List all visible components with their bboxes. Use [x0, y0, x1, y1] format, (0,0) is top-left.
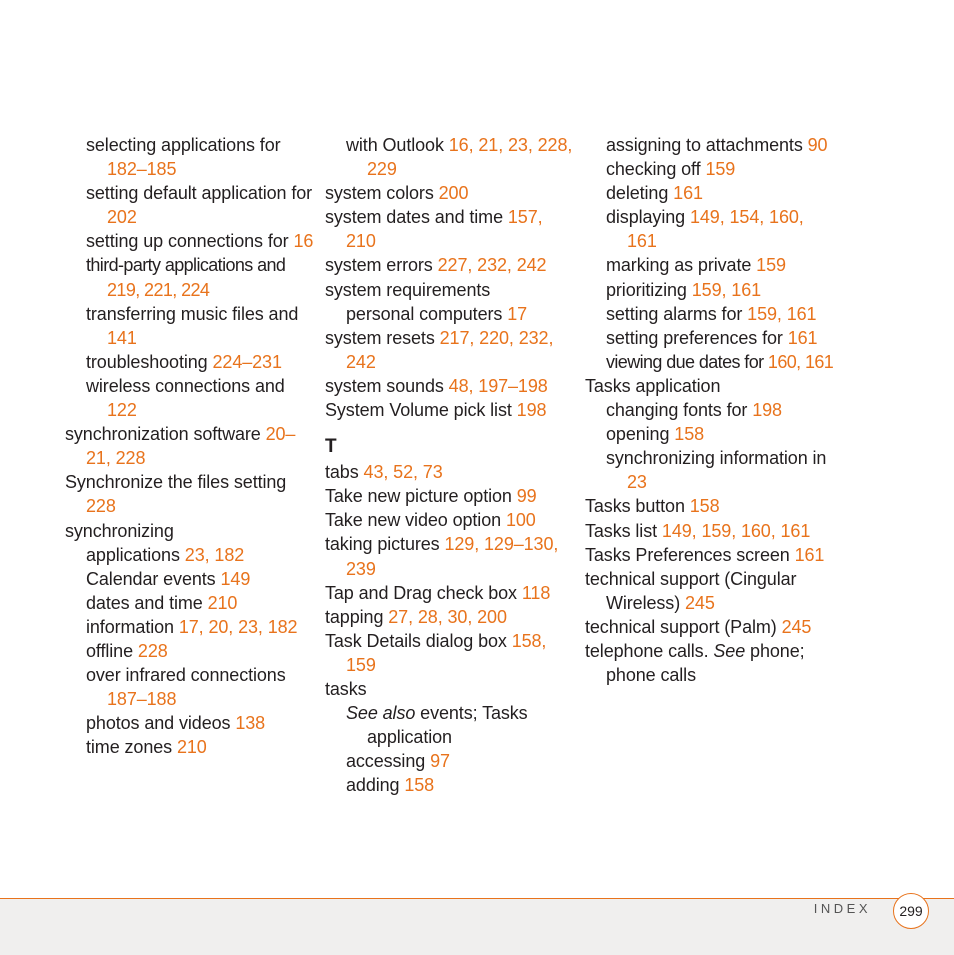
index-entry: Tap and Drag check box 118	[325, 582, 551, 603]
index-entry: viewing due dates for 160, 161	[606, 351, 834, 372]
index-entry: offline 228	[86, 640, 168, 661]
page-ref-link[interactable]: 160, 161	[767, 351, 834, 372]
page-ref-link[interactable]: 245	[781, 616, 812, 637]
index-entry: system colors 200	[325, 183, 469, 204]
index-entry: wireless connections and 122	[86, 375, 285, 421]
page-ref-link[interactable]: 16, 21, 23, 228, 229	[367, 135, 573, 180]
page-ref-link[interactable]: 43, 52, 73	[363, 462, 443, 483]
page-ref-link[interactable]: 99	[516, 486, 537, 507]
page-ref-link[interactable]: 224–231	[212, 351, 282, 372]
page-ref-link[interactable]: 159, 161	[747, 303, 817, 324]
page-ref-link[interactable]: 149, 154, 160, 161	[627, 207, 804, 252]
index-entry: applications 23, 182	[86, 544, 245, 565]
index-entry: system sounds 48, 197–198	[325, 375, 548, 396]
index-entry: checking off 159	[606, 159, 736, 180]
page-ref-link[interactable]: 161	[673, 183, 703, 204]
index-entry: System Volume pick list 198	[325, 400, 547, 421]
page-ref-link[interactable]: 118	[521, 582, 551, 603]
index-entry: synchronizing information in 23	[606, 448, 827, 493]
page-ref-link[interactable]: 182–185	[107, 159, 177, 180]
index-entry: opening 158	[606, 424, 705, 445]
page-ref-link[interactable]: 17, 20, 23, 182	[178, 616, 298, 637]
index-entry: setting default application for 202	[86, 183, 313, 228]
page-ref-link[interactable]: 159	[756, 255, 786, 276]
page-ref-link[interactable]: 158, 159	[346, 630, 547, 675]
index-entry: Calendar events 149	[86, 568, 251, 589]
page-ref-link[interactable]: 202	[107, 207, 137, 228]
index-entry: over infrared connections 187–188	[86, 665, 286, 710]
index-entry: Tasks application	[585, 375, 721, 396]
index-entry: technical support (Palm) 245	[585, 616, 812, 637]
index-entry: information 17, 20, 23, 182	[86, 616, 298, 637]
index-entry: Synchronize the files setting 228	[65, 472, 287, 517]
section-letter-heading: T	[325, 436, 337, 458]
page-ref-link[interactable]: 157, 210	[346, 207, 543, 252]
index-column-3	[585, 133, 835, 687]
index-entry: Task Details dialog box 158, 159	[325, 630, 547, 675]
index-entry: assigning to attachments 90	[606, 135, 828, 155]
page-ref-link[interactable]: 20–21, 228	[86, 424, 296, 469]
page-ref-link[interactable]: 17	[507, 303, 528, 324]
page-ref-link[interactable]: 158	[674, 424, 705, 445]
index-entry: marking as private 159	[606, 255, 786, 276]
page-ref-link[interactable]: 227, 232, 242	[437, 255, 547, 276]
index-entry: deleting 161	[606, 183, 703, 204]
index-entry: personal computers 17	[346, 303, 528, 324]
index-entry: time zones 210	[86, 737, 207, 758]
index-entry: displaying 149, 154, 160, 161	[606, 207, 804, 252]
index-entry: accessing 97	[346, 751, 450, 772]
page-ref-link[interactable]: 245	[685, 592, 715, 613]
section-label: INDEX	[813, 901, 871, 916]
index-entry: troubleshooting 224–231	[86, 351, 282, 372]
index-entry: setting alarms for 159, 161	[606, 303, 817, 324]
page-ref-link[interactable]: 23	[627, 472, 647, 493]
index-entry: Tasks button 158	[585, 496, 720, 517]
page-ref-link[interactable]: 200	[438, 183, 469, 204]
index-entry-see-also: See also events; Tasks application	[346, 703, 528, 748]
index-entry: system errors 227, 232, 242	[325, 255, 547, 276]
page-ref-link[interactable]: 138	[235, 713, 266, 734]
page-ref-link[interactable]: 210	[207, 592, 238, 613]
page-ref-link[interactable]: 16	[293, 231, 314, 252]
index-entry: changing fonts for 198	[606, 400, 782, 421]
index-entry: prioritizing 159, 161	[606, 279, 762, 300]
index-entry: photos and videos 138	[86, 713, 266, 734]
index-entry: adding 158	[346, 775, 435, 796]
page-footer-bar	[0, 898, 954, 955]
page-ref-link[interactable]: 90	[807, 135, 828, 155]
index-entry: Take new picture option 99	[325, 486, 537, 507]
page-number-badge: 299	[893, 893, 929, 929]
page-ref-link[interactable]: 228	[137, 640, 168, 661]
page-ref-link[interactable]: 159	[705, 159, 736, 180]
page-ref-link[interactable]: 141	[107, 327, 137, 348]
page-ref-link[interactable]: 97	[430, 751, 450, 772]
index-entry: Tasks Preferences screen 161	[585, 544, 825, 565]
index-entry: transferring music files and 141	[86, 303, 299, 348]
page-ref-link[interactable]: 158	[689, 496, 720, 517]
page-ref-link[interactable]: 122	[107, 400, 137, 421]
page-ref-link[interactable]: 198	[516, 400, 547, 421]
page-ref-link[interactable]: 219, 221, 224	[107, 279, 210, 300]
index-column-2	[325, 133, 575, 797]
page-ref-link[interactable]: 161	[787, 327, 818, 348]
page-ref-link[interactable]: 159, 161	[691, 279, 762, 300]
page-ref-link[interactable]: 100	[505, 510, 536, 531]
index-entry: setting preferences for 161	[606, 327, 818, 348]
page-ref-link[interactable]: 48, 197–198	[448, 375, 548, 396]
index-entry: synchronizing	[65, 520, 174, 541]
page-ref-link[interactable]: 187–188	[107, 689, 177, 710]
index-entry: system resets 217, 220, 232, 242	[325, 327, 554, 372]
index-entry: technical support (Cingular Wireless) 245	[585, 568, 797, 613]
index-entry: third-party applications and 219, 221, 224	[86, 255, 286, 300]
page-ref-link[interactable]: 149, 159, 160, 161	[661, 520, 811, 541]
page-ref-link[interactable]: 228	[86, 496, 116, 517]
page-ref-link[interactable]: 217, 220, 232, 242	[346, 327, 554, 372]
index-entry: Take new video option 100	[325, 510, 536, 531]
index-entry: tapping 27, 28, 30, 200	[325, 606, 507, 627]
index-entry: system dates and time 157, 210	[325, 207, 543, 252]
page-ref-link[interactable]: 210	[176, 737, 207, 758]
page-ref-link[interactable]: 23, 182	[184, 544, 245, 565]
index-entry: dates and time 210	[86, 592, 238, 613]
index-entry: taking pictures 129, 129–130, 239	[325, 534, 559, 579]
page-ref-link[interactable]: 27, 28, 30, 200	[388, 606, 507, 627]
page-ref-link[interactable]: 129, 129–130, 239	[346, 534, 559, 579]
index-entry: tabs 43, 52, 73	[325, 462, 443, 483]
index-entry: tasks	[325, 678, 367, 699]
index-entry: selecting applications for 182–185	[86, 135, 281, 180]
index-entry: system requirements	[325, 279, 491, 300]
index-entry: synchronization software 20–21, 228	[65, 424, 296, 469]
page-ref-link[interactable]: 149	[220, 568, 251, 589]
page-ref-link[interactable]: 161	[794, 544, 825, 565]
page-ref-link[interactable]: 158	[404, 775, 435, 796]
index-entry-see: telephone calls. See phone; phone calls	[585, 640, 805, 686]
index-entry: with Outlook 16, 21, 23, 228, 229	[346, 135, 573, 180]
index-entry: setting up connections for 16	[86, 231, 314, 252]
page-ref-link[interactable]: 198	[752, 400, 782, 421]
index-column-1	[65, 133, 315, 759]
index-entry: Tasks list 149, 159, 160, 161	[585, 520, 811, 541]
